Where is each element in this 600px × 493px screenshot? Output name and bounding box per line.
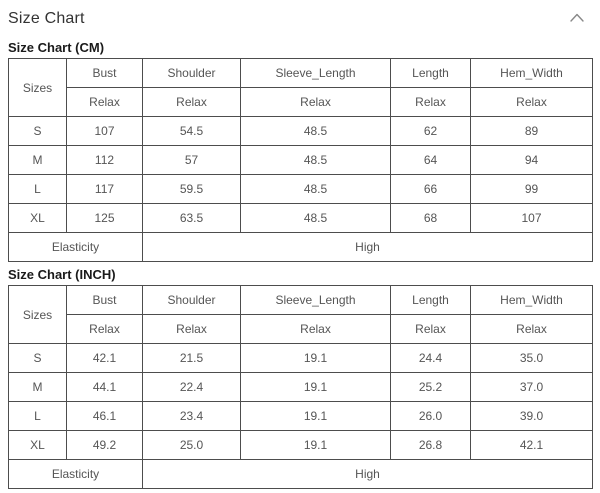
value-cell: 19.1 [241,431,391,460]
subheader-cell: Relax [471,88,593,117]
section-title: Size Chart [8,10,85,27]
table-row [9,117,593,146]
value-cell: 35.0 [471,344,593,373]
value-cell: 59.5 [143,175,241,204]
value-cell: 66 [391,175,471,204]
value-cell: 21.5 [143,344,241,373]
header-cell-sizes: Sizes [9,59,67,117]
value-cell: 44.1 [67,373,143,402]
value-cell: 68 [391,204,471,233]
table-row [9,88,593,117]
size-chart-table-inch [8,285,593,489]
value-cell: 107 [67,117,143,146]
value-cell: 112 [67,146,143,175]
size-cell: XL [9,431,67,460]
elasticity-value-cell: High [143,233,593,262]
value-cell: 25.2 [391,373,471,402]
value-cell: 49.2 [67,431,143,460]
header-cell-shoulder: Shoulder [143,286,241,315]
header-cell-bust: Bust [67,286,143,315]
value-cell: 42.1 [67,344,143,373]
header-cell-shoulder: Shoulder [143,59,241,88]
value-cell: 46.1 [67,402,143,431]
subheader-cell: Relax [67,315,143,344]
header-cell-sizes: Sizes [9,286,67,344]
size-cell: S [9,117,67,146]
table-row [9,286,593,315]
subheader-cell: Relax [241,88,391,117]
size-cell: L [9,402,67,431]
table-caption-inch: Size Chart (INCH) [8,267,116,282]
value-cell: 26.0 [391,402,471,431]
elasticity-value-cell: High [143,460,593,489]
value-cell: 48.5 [241,117,391,146]
subheader-cell: Relax [471,315,593,344]
table-row [9,233,593,262]
header-cell-hem-width: Hem_Width [471,59,593,88]
table-row [9,59,593,88]
value-cell: 107 [471,204,593,233]
header-cell-length: Length [391,59,471,88]
value-cell: 63.5 [143,204,241,233]
value-cell: 62 [391,117,471,146]
subheader-cell: Relax [391,88,471,117]
value-cell: 48.5 [241,204,391,233]
value-cell: 94 [471,146,593,175]
table-row [9,175,593,204]
subheader-cell: Relax [67,88,143,117]
header-cell-bust: Bust [67,59,143,88]
size-chart-table-cm [8,58,593,262]
header-cell-sleeve-length: Sleeve_Length [241,286,391,315]
value-cell: 57 [143,146,241,175]
table-row [9,460,593,489]
value-cell: 89 [471,117,593,146]
value-cell: 39.0 [471,402,593,431]
table-row [9,146,593,175]
table-row [9,315,593,344]
subheader-cell: Relax [143,315,241,344]
value-cell: 19.1 [241,373,391,402]
value-cell: 37.0 [471,373,593,402]
header-cell-hem-width: Hem_Width [471,286,593,315]
value-cell: 54.5 [143,117,241,146]
value-cell: 19.1 [241,402,391,431]
header-cell-length: Length [391,286,471,315]
size-chart-section-header[interactable] [0,0,600,33]
subheader-cell: Relax [143,88,241,117]
value-cell: 24.4 [391,344,471,373]
elasticity-label-cell: Elasticity [9,460,143,489]
value-cell: 26.8 [391,431,471,460]
size-cell: M [9,146,67,175]
subheader-cell: Relax [241,315,391,344]
value-cell: 19.1 [241,344,391,373]
header-cell-sleeve-length: Sleeve_Length [241,59,391,88]
table-caption-cm: Size Chart (CM) [8,40,105,55]
value-cell: 64 [391,146,471,175]
size-cell: L [9,175,67,204]
table-row [9,431,593,460]
table-row [9,373,593,402]
value-cell: 125 [67,204,143,233]
size-cell: S [9,344,67,373]
collapse-button[interactable] [568,11,586,28]
table-row [9,344,593,373]
value-cell: 48.5 [241,146,391,175]
value-cell: 48.5 [241,175,391,204]
subheader-cell: Relax [391,315,471,344]
value-cell: 23.4 [143,402,241,431]
chevron-up-icon [568,11,586,28]
value-cell: 25.0 [143,431,241,460]
size-cell: XL [9,204,67,233]
value-cell: 22.4 [143,373,241,402]
value-cell: 42.1 [471,431,593,460]
value-cell: 117 [67,175,143,204]
table-row [9,402,593,431]
size-cell: M [9,373,67,402]
value-cell: 99 [471,175,593,204]
elasticity-label-cell: Elasticity [9,233,143,262]
table-row [9,204,593,233]
